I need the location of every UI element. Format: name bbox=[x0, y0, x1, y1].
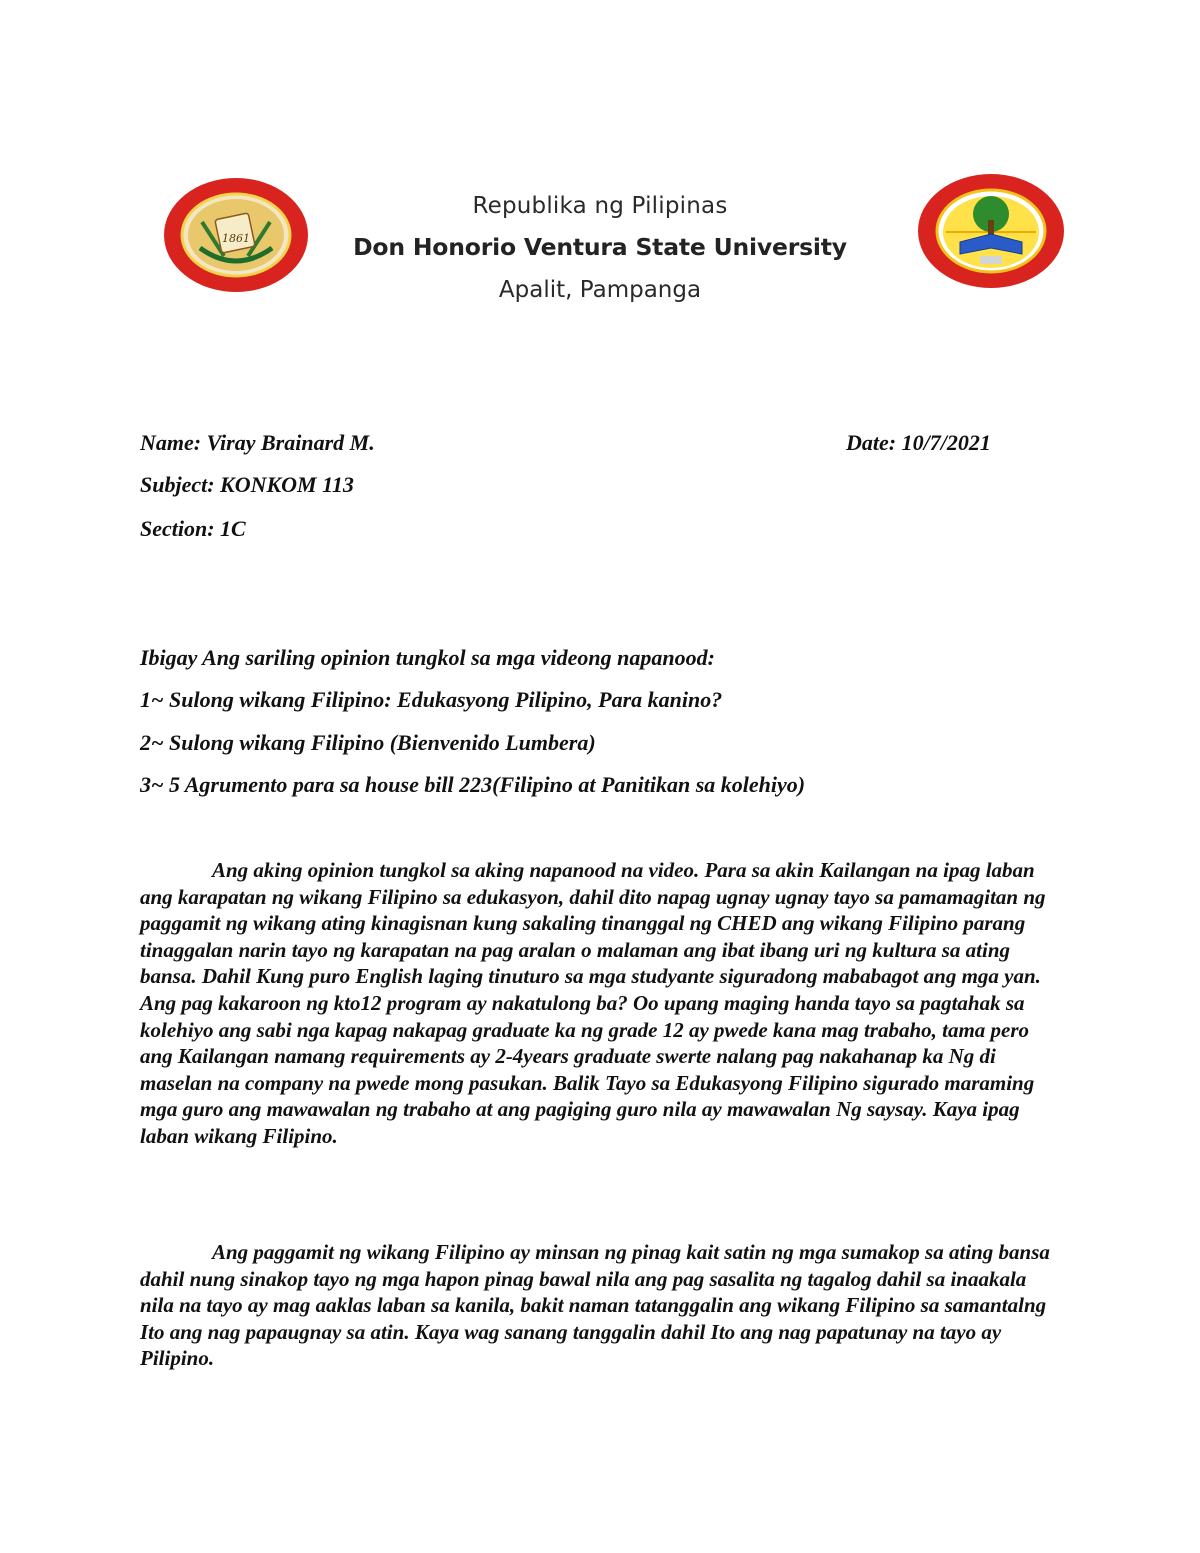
university-seal-left bbox=[162, 176, 310, 294]
university-seal-right bbox=[916, 172, 1066, 290]
subject-field: Subject: KONKOM 113 bbox=[140, 472, 354, 497]
header-republic: Republika ng Pilipinas bbox=[472, 193, 728, 219]
student-name: Name: Viray Brainard M. bbox=[140, 430, 375, 455]
paragraph-2-text: Ang paggamit ng wikang Filipino ay minsan ng pinag kait satin ng mga sumakop sa ating bansa dahil nung sinakop tayo ng mga hapon pinag bawal nila ang pag sasalita ng tagalog dahil sa inaakala nila na tayo ay mag aaklas laban sa kanila, bakit naman tatanggalin ang wikang Filipino sa samantalng Ito ang nag papaugnay sa atin. Kaya wag sanang tanggalin dahil Ito ang nag papatunay na tayo ay Pilipino. bbox=[140, 1240, 1050, 1371]
header-location: Apalit, Pampanga bbox=[498, 277, 702, 303]
date-field: Date: 10/7/2021 bbox=[846, 430, 991, 455]
paragraph-1-text: Ang aking opinion tungkol sa aking napanood na video. Para sa akin Kailangan na ipag laban ang karapatan ng wikang Filipino sa edukasyon, dahil dito napag ugnay ugnay tayo sa pamamagitan ng paggamit ng wikang ating kinagisnan kung sakaling tinanggal ng CHED ang wikang Filipino parang tinaggalan narin tayo ng karapatan na pag aralan o malaman ang ibat ibang uri ng kultura sa ating bansa. Dahil Kung puro English laging tinuturo sa mga studyante siguradong mababagot ang mga yan. Ang pag kakaroon ng kto12 program ay nakatulong ba? Oo upang maging handa tayo sa pagtahak sa kolehiyo ang sabi nga kapag nakapag graduate ka ng grade 12 ay pwede kana mag trabaho, tama pero ang Kailangan namang requirements ay 2-4years graduate swerte nalang pag nakahanap ka Ng di maselan na company na pwede mong pasukan. Balik Tayo sa Edukasyong Filipino sigurado maraming mga guro ang mawawalan ng trabaho at ang pagiging guro nila ay mawawalan Ng saysay. Kaya ipag laban wikang Filipino. bbox=[140, 858, 1046, 1148]
prompt-item-3: 3~ 5 Agrumento para sa house bill 223(Filipino at Panitikan sa kolehiyo) bbox=[140, 772, 806, 797]
section-field: Section: 1C bbox=[140, 516, 246, 541]
prompt-intro: Ibigay Ang sariling opinion tungkol sa mga videong napanood: bbox=[140, 645, 715, 670]
prompt-item-1: 1~ Sulong wikang Filipino: Edukasyong Pilipino, Para kanino? bbox=[140, 687, 723, 712]
seal-year: 1861 bbox=[222, 232, 250, 245]
prompt-item-2: 2~ Sulong wikang Filipino (Bienvenido Lumbera) bbox=[140, 730, 596, 755]
opinion-paragraph-2 bbox=[140, 1239, 1065, 1372]
header-university: Don Honorio Ventura State University bbox=[353, 233, 847, 261]
opinion-paragraph-1 bbox=[140, 857, 1065, 1150]
